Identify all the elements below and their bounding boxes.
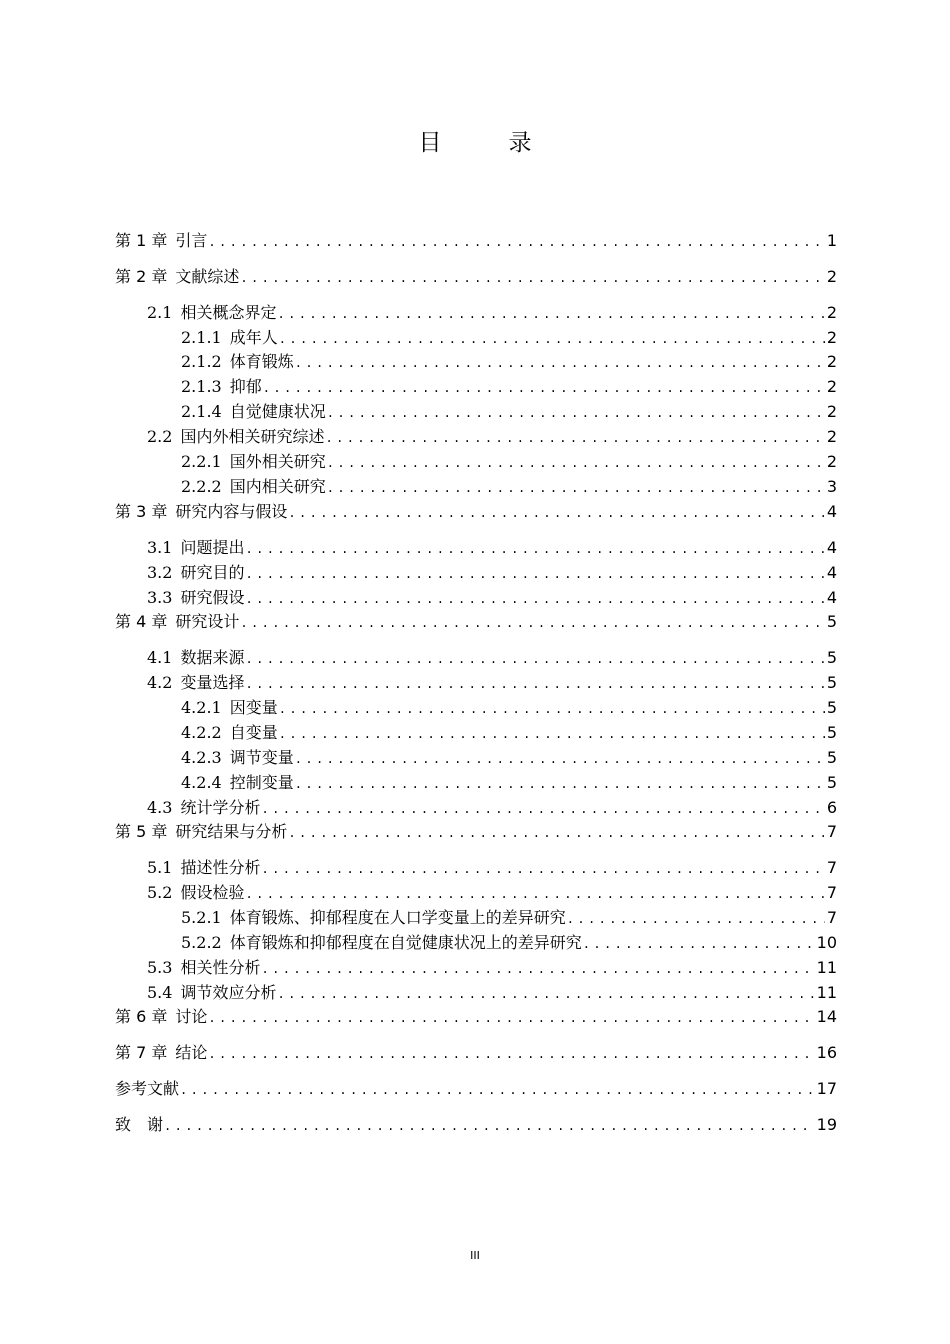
toc-number: 4.2.4 <box>181 773 222 792</box>
toc-entry-4-1[interactable] <box>147 648 837 668</box>
toc-label: 研究结果与分析 <box>175 822 288 841</box>
toc-label: 研究目的 <box>180 563 245 582</box>
toc-label: 研究内容与假设 <box>175 502 288 521</box>
toc-page: 2 <box>826 452 837 471</box>
toc-entry-4-2-2[interactable] <box>181 723 837 743</box>
toc-label: 引言 <box>175 231 208 250</box>
toc-label: 控制变量 <box>229 773 294 792</box>
toc-label: 调节效应分析 <box>180 983 277 1002</box>
toc-entry-4-2[interactable] <box>147 673 837 693</box>
toc-page: 5 <box>826 698 837 717</box>
toc-page: 16 <box>816 1043 837 1062</box>
toc-label: 文献综述 <box>175 267 240 286</box>
toc-leader <box>245 539 824 559</box>
toc-leader <box>261 859 824 879</box>
toc-page: 11 <box>816 983 837 1002</box>
toc-label: 统计学分析 <box>180 798 261 817</box>
toc-label: 结论 <box>175 1043 208 1062</box>
toc-leader <box>295 774 825 794</box>
toc-number: 3.1 <box>147 538 173 557</box>
toc-entry-2-2[interactable] <box>147 427 837 447</box>
toc-page: 2 <box>826 267 837 286</box>
toc-entry-4-3[interactable] <box>147 798 837 818</box>
toc-entry-acknowledgements[interactable] <box>115 1115 837 1135</box>
toc-label: 国内外相关研究综述 <box>180 427 325 446</box>
toc-page: 2 <box>826 402 837 421</box>
toc-entry-ch1[interactable] <box>115 231 837 251</box>
toc-number: 第 7 章 <box>115 1043 168 1062</box>
toc-leader <box>208 1008 814 1028</box>
toc-entry-3-1[interactable] <box>147 538 837 558</box>
toc-leader <box>327 453 825 473</box>
toc-label: 自变量 <box>229 723 278 742</box>
toc-label: 假设检验 <box>180 883 245 902</box>
toc-page: 5 <box>826 612 837 631</box>
toc-page: 2 <box>826 377 837 396</box>
toc-number: 2.1.4 <box>181 402 222 421</box>
toc-number: 第 6 章 <box>115 1007 168 1026</box>
toc-leader <box>240 613 824 633</box>
toc-leader <box>277 984 814 1004</box>
toc-number: 5.2.1 <box>181 908 222 927</box>
toc-number: 2.2.2 <box>181 477 222 496</box>
toc-page: 3 <box>826 477 837 496</box>
toc-entry-ch3[interactable] <box>115 502 837 522</box>
toc-number: 第 2 章 <box>115 267 168 286</box>
toc-label: 研究假设 <box>180 588 245 607</box>
toc-page: 4 <box>826 563 837 582</box>
toc-entry-3-2[interactable] <box>147 563 837 583</box>
toc-label: 国外相关研究 <box>229 452 326 471</box>
toc-label: 国内相关研究 <box>229 477 326 496</box>
toc-label: 体育锻炼、抑郁程度在人口学变量上的差异研究 <box>229 908 566 927</box>
toc-entry-5-2-2[interactable] <box>181 933 837 953</box>
toc-leader <box>288 503 824 523</box>
toc-label: 抑郁 <box>229 377 262 396</box>
toc-entry-2-1[interactable] <box>147 303 837 323</box>
toc-number: 2.1.1 <box>181 328 222 347</box>
toc-page: 4 <box>826 502 837 521</box>
toc-label: 问题提出 <box>180 538 245 557</box>
toc-page: 6 <box>826 798 837 817</box>
toc-label: 变量选择 <box>180 673 245 692</box>
toc-leader <box>325 428 824 448</box>
toc-number: 4.2 <box>147 673 173 692</box>
toc-entry-references[interactable] <box>115 1079 837 1099</box>
toc-label: 数据来源 <box>180 648 245 667</box>
toc-label: 研究设计 <box>175 612 240 631</box>
toc-number: 4.2.2 <box>181 723 222 742</box>
toc-number: 2.2 <box>147 427 173 446</box>
toc-page: 11 <box>816 958 837 977</box>
toc-leader <box>261 959 814 979</box>
toc-leader <box>240 268 824 288</box>
toc-entry-3-3[interactable] <box>147 588 837 608</box>
toc-page: 19 <box>816 1115 837 1134</box>
toc-page: 5 <box>826 773 837 792</box>
toc-page: 2 <box>826 303 837 322</box>
toc-entry-5-3[interactable] <box>147 958 837 978</box>
toc-leader <box>279 699 825 719</box>
toc-entry-4-2-1[interactable] <box>181 698 837 718</box>
toc-number: 第 1 章 <box>115 231 168 250</box>
toc-leader <box>567 909 825 929</box>
toc-entry-ch2[interactable] <box>115 267 837 287</box>
toc-entry-4-2-4[interactable] <box>181 773 837 793</box>
toc-page: 5 <box>826 748 837 767</box>
toc-number: 第 3 章 <box>115 502 168 521</box>
toc-number: 3.3 <box>147 588 173 607</box>
toc-page: 7 <box>826 858 837 877</box>
toc-leader <box>245 589 824 609</box>
toc-number: 4.3 <box>147 798 173 817</box>
toc-label: 体育锻炼 <box>229 352 294 371</box>
toc-entry-5-2-1[interactable] <box>181 908 837 928</box>
toc-page: 17 <box>816 1079 837 1098</box>
toc-page: 5 <box>826 673 837 692</box>
toc-entry-2-2-2[interactable] <box>181 477 837 497</box>
toc-label: 相关概念界定 <box>180 303 277 322</box>
toc-label: 讨论 <box>175 1007 208 1026</box>
toc-label: 描述性分析 <box>180 858 261 877</box>
toc-leader <box>245 564 824 584</box>
toc-label: 调节变量 <box>229 748 294 767</box>
toc-entry-5-2[interactable] <box>147 883 837 903</box>
toc-label: 因变量 <box>229 698 278 717</box>
toc-leader <box>208 1044 814 1064</box>
toc-page: 14 <box>816 1007 837 1026</box>
toc-number: 5.3 <box>147 958 173 977</box>
toc-label: 自觉健康状况 <box>229 402 326 421</box>
toc-entry-2-1-1[interactable] <box>181 328 837 348</box>
toc-number: 2.1.2 <box>181 352 222 371</box>
toc-page: 4 <box>826 588 837 607</box>
toc-leader <box>180 1080 815 1100</box>
toc-leader <box>583 934 815 954</box>
toc-label: 参考文献 <box>115 1079 180 1098</box>
toc-number: 3.2 <box>147 563 173 582</box>
toc-number: 第 4 章 <box>115 612 168 631</box>
toc-leader <box>208 232 824 252</box>
toc-entry-ch5[interactable] <box>115 822 837 842</box>
toc-number: 5.4 <box>147 983 173 1002</box>
toc-leader <box>245 649 824 669</box>
toc-leader <box>279 724 825 744</box>
toc-page: 10 <box>816 933 837 952</box>
toc-leader <box>263 378 825 398</box>
toc-leader <box>327 478 825 498</box>
toc-entry-2-1-3[interactable] <box>181 377 837 397</box>
toc-leader <box>279 329 825 349</box>
toc-number: 4.2.1 <box>181 698 222 717</box>
toc-entry-2-1-2[interactable] <box>181 352 837 372</box>
page-title: 目 录 <box>418 130 554 156</box>
toc-page: 5 <box>826 648 837 667</box>
toc-entry-5-4[interactable] <box>147 983 837 1003</box>
toc-page: 7 <box>826 908 837 927</box>
toc-label: 相关性分析 <box>180 958 261 977</box>
toc-number: 5.1 <box>147 858 173 877</box>
toc-number: 第 5 章 <box>115 822 168 841</box>
toc-leader <box>295 353 825 373</box>
toc-number: 4.1 <box>147 648 173 667</box>
toc-page: 2 <box>826 427 837 446</box>
toc-page: 7 <box>826 883 837 902</box>
toc-entry-2-2-1[interactable] <box>181 452 837 472</box>
toc-leader <box>288 823 824 843</box>
toc-label: 成年人 <box>229 328 278 347</box>
toc-label: 体育锻炼和抑郁程度在自觉健康状况上的差异研究 <box>229 933 582 952</box>
toc-number: 5.2.2 <box>181 933 222 952</box>
toc-page: 7 <box>826 822 837 841</box>
toc-entry-2-1-4[interactable] <box>181 402 837 422</box>
toc-number: 5.2 <box>147 883 173 902</box>
toc-entry-ch4[interactable] <box>115 612 837 632</box>
toc-leader <box>164 1116 815 1136</box>
toc-leader <box>277 304 824 324</box>
toc-number: 4.2.3 <box>181 748 222 767</box>
toc-label: 致 谢 <box>115 1115 164 1134</box>
toc-leader <box>261 799 824 819</box>
toc-number: 2.1.3 <box>181 377 222 396</box>
toc-leader <box>327 403 825 423</box>
toc-leader <box>295 749 825 769</box>
toc-number: 2.1 <box>147 303 173 322</box>
toc-page: 1 <box>826 231 837 250</box>
toc-leader <box>245 884 824 904</box>
toc-entry-ch7[interactable] <box>115 1043 837 1063</box>
toc-entry-4-2-3[interactable] <box>181 748 837 768</box>
toc-page: 5 <box>826 723 837 742</box>
toc-entry-5-1[interactable] <box>147 858 837 878</box>
toc-page: 4 <box>826 538 837 557</box>
toc-page: 2 <box>826 328 837 347</box>
toc-leader <box>245 674 824 694</box>
toc-number: 2.2.1 <box>181 452 222 471</box>
toc-entry-ch6[interactable] <box>115 1007 837 1027</box>
toc-page: 2 <box>826 352 837 371</box>
page-number-footer: III <box>470 1249 480 1262</box>
